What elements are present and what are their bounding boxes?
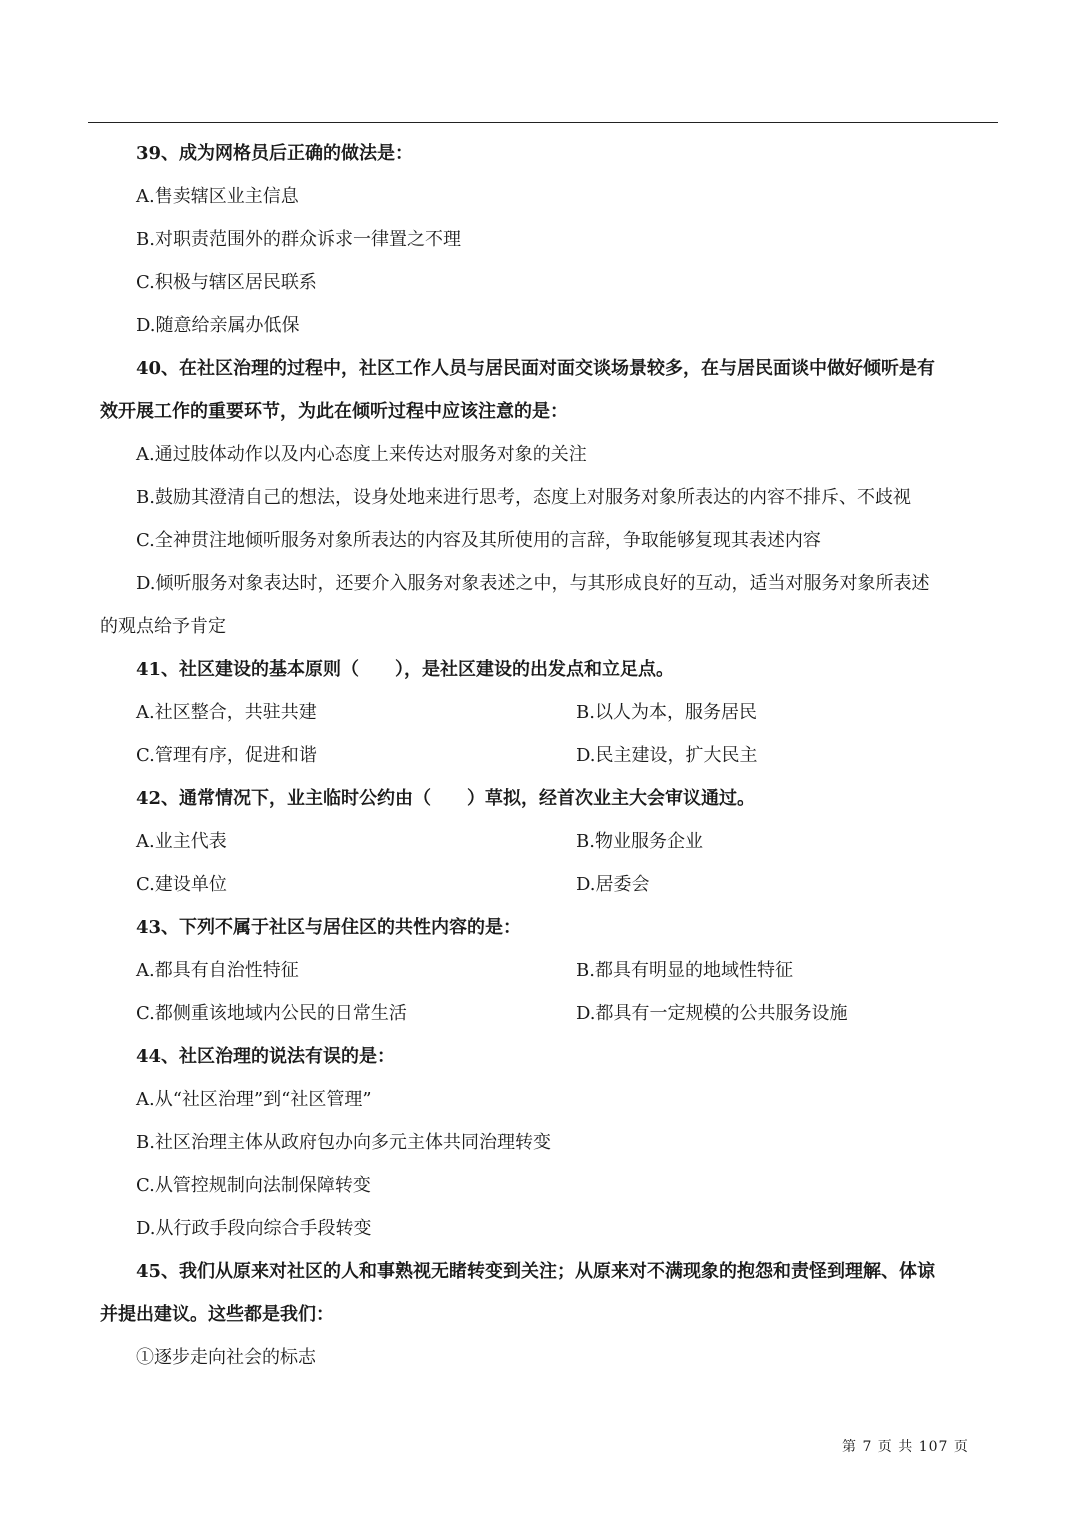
question-41-options-row-1	[100, 691, 985, 734]
page-number-footer: 第 7 页 共 107 页	[842, 1439, 969, 1455]
question-43-option-d: D.都具有一定规模的公共服务设施	[576, 1003, 848, 1024]
question-45-item-1: ①逐步走向社会的标志	[136, 1347, 316, 1368]
question-41-stem: 41、社区建设的基本原则（ ），是社区建设的出发点和立足点。	[136, 659, 675, 680]
question-41-options-row-2	[100, 734, 985, 777]
question-44-option-a: A.从“社区治理”到“社区管理”	[136, 1089, 372, 1110]
question-42-option-d: D.居委会	[576, 874, 650, 895]
question-40-option-c: C.全神贯注地倾听服务对象所表达的内容及其所使用的言辞，争取能够复现其表述内容	[136, 530, 821, 551]
question-42-option-c: C.建设单位	[136, 874, 227, 895]
question-40-stem-line-2: 效开展工作的重要环节，为此在倾听过程中应该注意的是：	[100, 401, 568, 422]
question-43-option-a: A.都具有自治性特征	[136, 960, 299, 981]
question-39-option-a: A.售卖辖区业主信息	[136, 186, 299, 207]
question-39-option-d: D.随意给亲属办低保	[136, 315, 300, 336]
question-41-option-d: D.民主建设，扩大民主	[576, 745, 758, 766]
question-42-option-b: B.物业服务企业	[576, 831, 703, 852]
question-43-option-c: C.都侧重该地域内公民的日常生活	[136, 1003, 407, 1024]
question-40-option-b: B.鼓励其澄清自己的想法，设身处地来进行思考，态度上对服务对象所表达的内容不排斥、不歧视	[136, 487, 911, 508]
page-content	[100, 132, 985, 1379]
question-39-option-b: B.对职责范围外的群众诉求一律置之不理	[136, 229, 461, 250]
question-40-option-d-line-1: D.倾听服务对象表达时，还要介入服务对象表述之中，与其形成良好的互动，适当对服务对象所表述	[136, 573, 930, 594]
question-41-option-c: C.管理有序，促进和谐	[136, 745, 317, 766]
question-43-stem: 43、下列不属于社区与居住区的共性内容的是：	[136, 917, 522, 938]
question-39-option-c: C.积极与辖区居民联系	[136, 272, 317, 293]
question-40-option-a: A.通过肢体动作以及内心态度上来传达对服务对象的关注	[136, 444, 587, 465]
question-44-option-c: C.从管控规制向法制保障转变	[136, 1175, 371, 1196]
question-40-option-d-line-2: 的观点给予肯定	[100, 616, 226, 637]
question-41-option-a: A.社区整合，共驻共建	[136, 702, 317, 723]
question-42-options-row-1	[100, 820, 985, 863]
question-44-option-d: D.从行政手段向综合手段转变	[136, 1218, 372, 1239]
question-45-stem-line-2: 并提出建议。这些都是我们：	[100, 1304, 334, 1325]
question-43-options-row-2	[100, 992, 985, 1035]
question-44-option-b: B.社区治理主体从政府包办向多元主体共同治理转变	[136, 1132, 551, 1153]
header-rule	[88, 122, 998, 123]
question-42-options-row-2	[100, 863, 985, 906]
question-39-stem: 39、成为网格员后正确的做法是：	[136, 143, 414, 164]
question-42-option-a: A.业主代表	[136, 831, 227, 852]
question-43-options-row-1	[100, 949, 985, 992]
question-43-option-b: B.都具有明显的地域性特征	[576, 960, 793, 981]
question-41-option-b: B.以人为本，服务居民	[576, 702, 757, 723]
question-45-stem-line-1: 45、我们从原来对社区的人和事熟视无睹转变到关注；从原来对不满现象的抱怨和责怪到理解、体谅	[136, 1261, 936, 1282]
question-42-stem: 42、通常情况下，业主临时公约由（ ）草拟，经首次业主大会审议通过。	[136, 788, 756, 809]
question-40-stem-line-1: 40、在社区治理的过程中，社区工作人员与居民面对面交谈场景较多，在与居民面谈中做好倾听是有	[136, 358, 936, 379]
question-44-stem: 44、社区治理的说法有误的是：	[136, 1046, 396, 1067]
